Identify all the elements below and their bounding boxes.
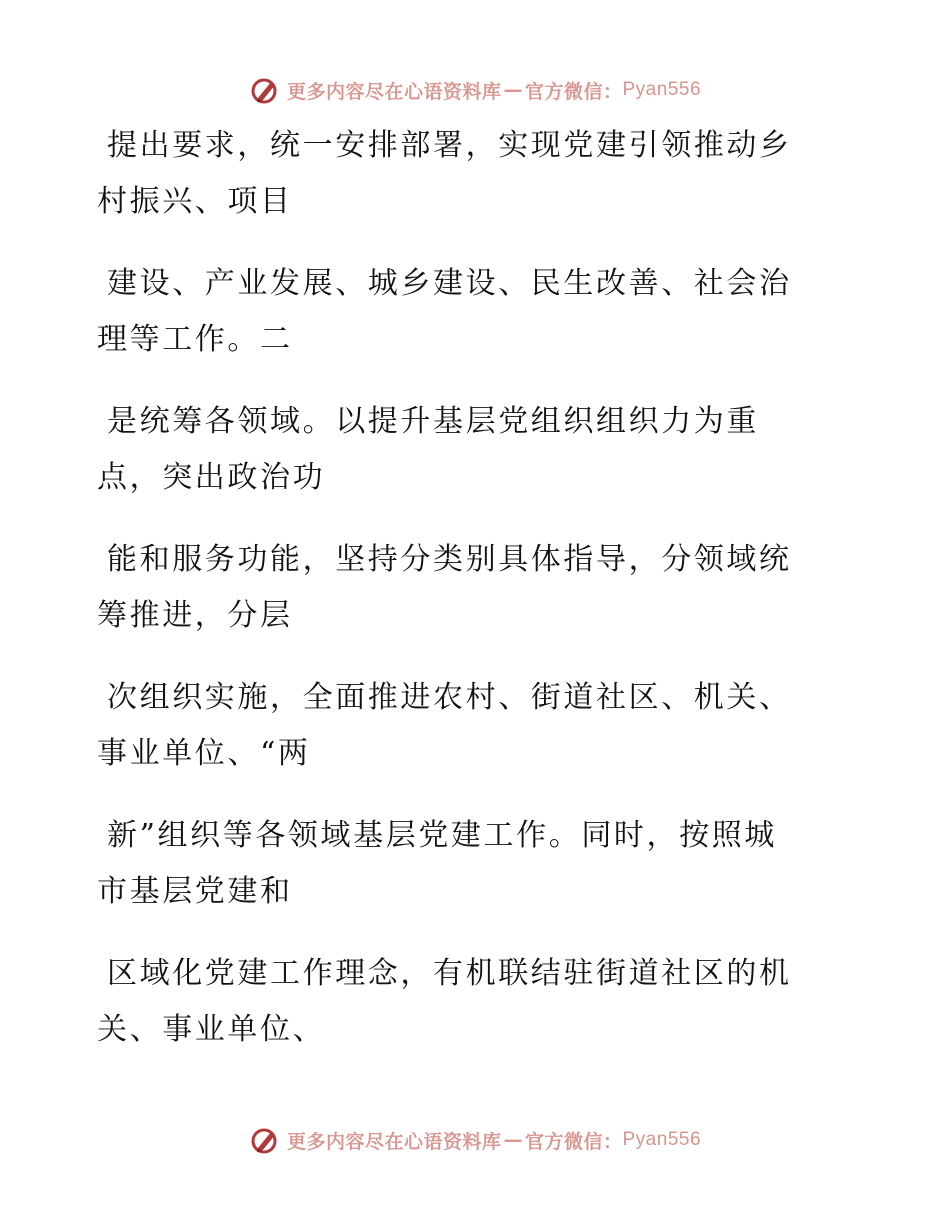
header-watermark [0, 74, 950, 106]
paragraph-7 [97, 946, 837, 1058]
watermark-wechat-account: Pyan556 [622, 79, 702, 100]
paragraph-line: 提出要求，统一安排部署，实现党建引领推动乡 [107, 128, 792, 163]
document-body [97, 118, 837, 1084]
paragraph-3 [97, 394, 837, 506]
paragraph-line: 筹推进，分层 [97, 598, 293, 633]
paragraph-line: 点，突出政治功 [97, 460, 326, 495]
watermark-dash: — [503, 79, 523, 101]
paragraph-line: 新”组织等各领域基层党建工作。同时，按照城 [107, 818, 777, 853]
paragraph-line: 次组织实施，全面推进农村、街道社区、机关、 [107, 680, 792, 715]
paragraph-4 [97, 532, 837, 644]
pen-seal-icon [249, 74, 281, 106]
paragraph-line: 关、事业单位、 [97, 1012, 326, 1047]
pen-seal-icon [249, 1124, 281, 1156]
paragraph-line: 能和服务功能，坚持分类别具体指导，分领域统 [107, 542, 792, 577]
watermark-wechat-account: Pyan556 [622, 1129, 702, 1150]
paragraph-line: 市基层党建和 [97, 874, 293, 909]
watermark-site-text: 更多内容尽在心语资料库 [286, 1130, 502, 1153]
paragraph-line: 区域化党建工作理念，有机联结驻街道社区的机 [107, 956, 792, 991]
footer-watermark [0, 1124, 950, 1156]
watermark-wechat-label: 官方微信： [524, 80, 623, 103]
watermark-wechat-label: 官方微信： [524, 1130, 623, 1153]
watermark-site-text: 更多内容尽在心语资料库 [286, 80, 502, 103]
paragraph-line: 建设、产业发展、城乡建设、民生改善、社会治 [107, 266, 792, 301]
paragraph-line: 事业单位、“两 [97, 736, 311, 771]
paragraph-line: 村振兴、项目 [97, 184, 293, 219]
watermark-dash: — [503, 1129, 523, 1151]
paragraph-line: 理等工作。二 [97, 322, 293, 357]
paragraph-6 [97, 808, 837, 920]
paragraph-2 [97, 256, 837, 368]
paragraph-1 [97, 118, 837, 230]
paragraph-line: 是统筹各领域。以提升基层党组织组织力为重 [107, 404, 759, 439]
paragraph-5 [97, 670, 837, 782]
